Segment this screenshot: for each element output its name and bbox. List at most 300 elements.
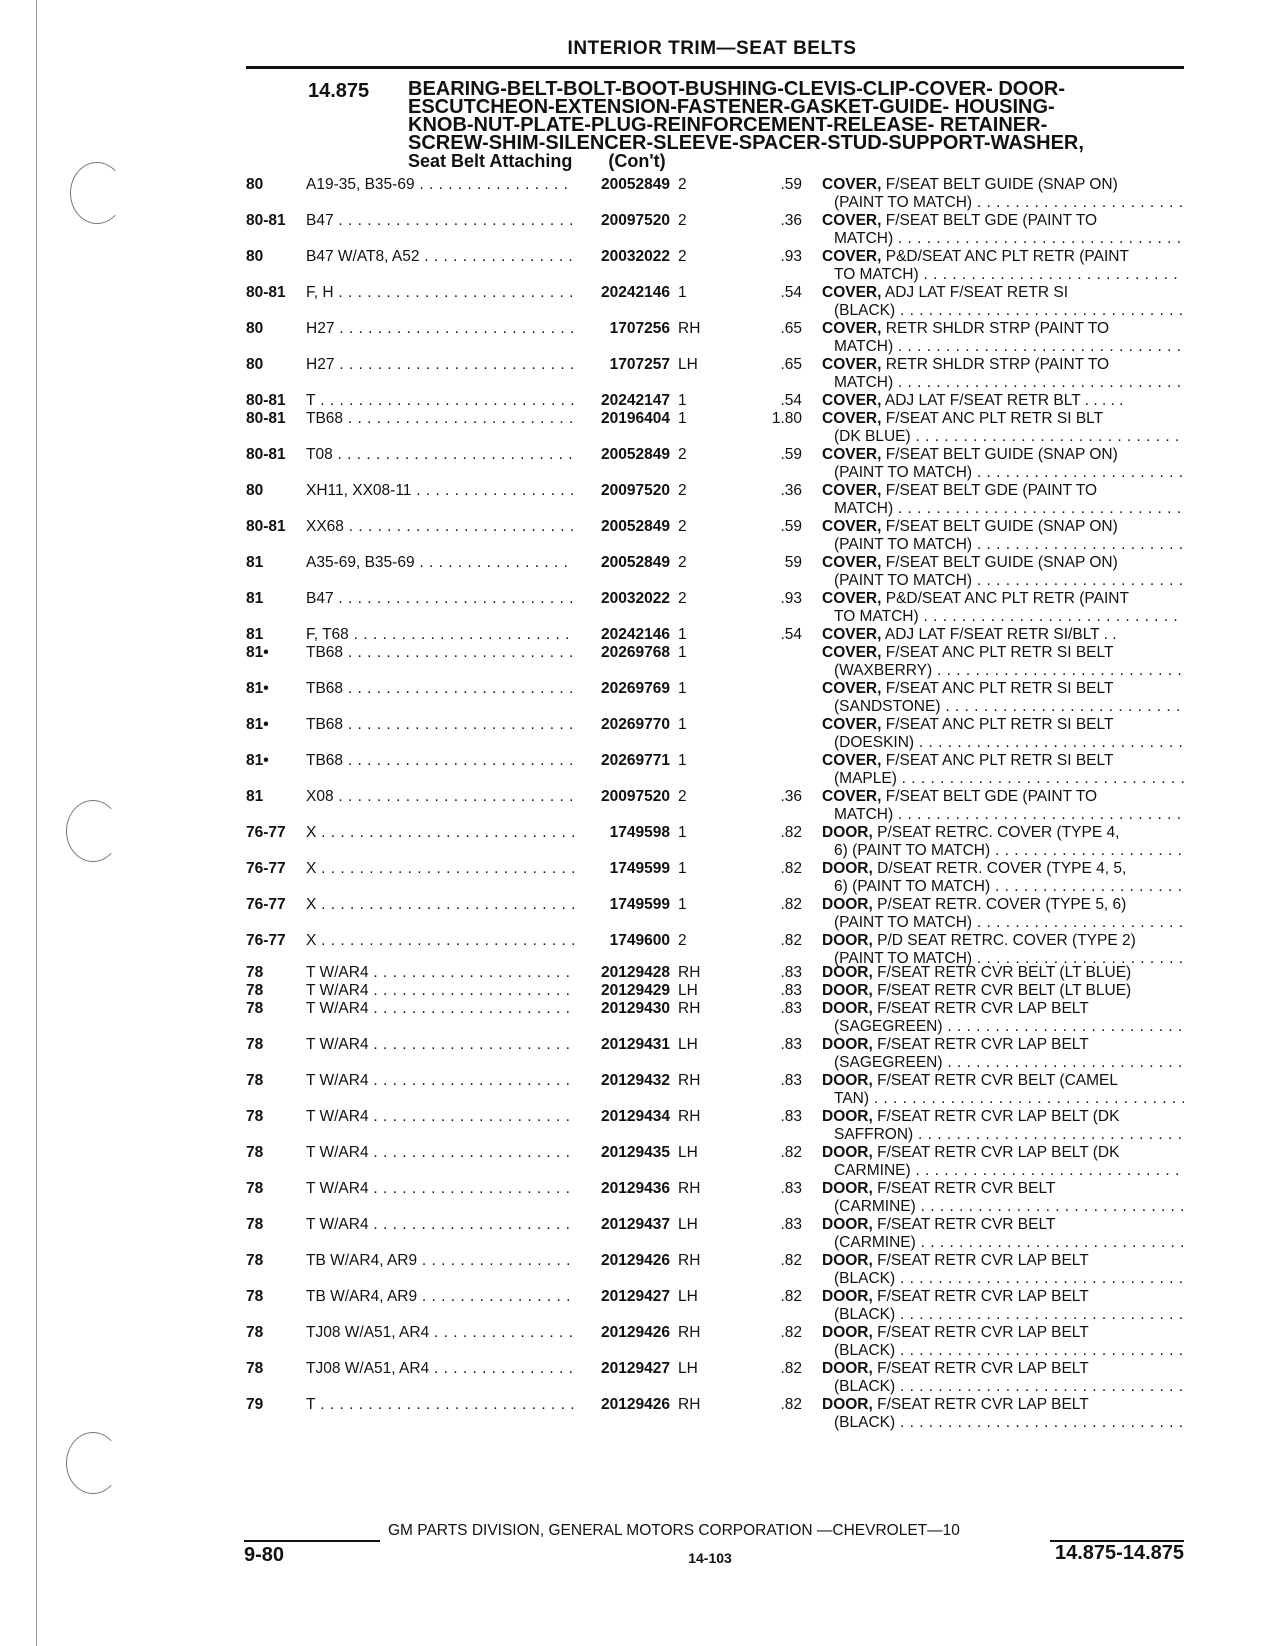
part-number: 1749599 bbox=[609, 896, 670, 913]
model-year: 81• bbox=[246, 716, 269, 733]
model-year: 81 bbox=[246, 590, 264, 607]
part-category: COVER, bbox=[822, 356, 882, 373]
model-year: 78 bbox=[246, 1288, 264, 1305]
quantity: 2 bbox=[678, 590, 687, 607]
part-number: 20129430 bbox=[601, 1000, 670, 1017]
parts-row bbox=[0, 554, 1280, 590]
model-code: XX68 . . . bbox=[306, 518, 574, 536]
description-line bbox=[822, 590, 1184, 608]
part-category: COVER, bbox=[822, 554, 882, 571]
description-line bbox=[822, 410, 1184, 428]
quantity: 2 bbox=[678, 554, 687, 571]
model-year: 80 bbox=[246, 176, 264, 193]
part-description bbox=[822, 392, 1184, 410]
model-code: T W/AR4 . . . bbox=[306, 982, 574, 1000]
model-year: 80-81 bbox=[246, 518, 286, 535]
description-text: F/SEAT RETR CVR LAP BELT (DK bbox=[877, 1144, 1120, 1161]
model-code: H27 . . . bbox=[306, 320, 574, 338]
description-line bbox=[822, 284, 1184, 302]
parts-row bbox=[0, 1360, 1280, 1396]
part-number: 20129428 bbox=[601, 964, 670, 981]
part-category: COVER, bbox=[822, 392, 882, 409]
description-continuation: TAN) . . . bbox=[822, 1090, 1184, 1108]
description-continuation: (DK BLUE) . . . bbox=[822, 428, 1184, 446]
section-heading-line: KNOB-NUT-PLATE-PLUG-REINFORCEMENT-RELEASE- RETAINER- bbox=[408, 114, 1048, 136]
parts-row bbox=[0, 752, 1280, 788]
description-line bbox=[822, 788, 1184, 806]
part-description bbox=[822, 1324, 1184, 1360]
model-code: T W/AR4 . . . bbox=[306, 1180, 574, 1198]
description-continuation: (PAINT TO MATCH) . . . bbox=[822, 950, 1184, 968]
part-description bbox=[822, 284, 1184, 320]
part-description bbox=[822, 982, 1184, 1000]
part-category: DOOR, bbox=[822, 860, 873, 877]
parts-row bbox=[0, 1000, 1280, 1036]
part-number: 1749600 bbox=[609, 932, 670, 949]
part-category: DOOR, bbox=[822, 1144, 873, 1161]
part-category: DOOR, bbox=[822, 1216, 873, 1233]
part-number: 20097520 bbox=[601, 482, 670, 499]
part-category: DOOR, bbox=[822, 1180, 873, 1197]
part-number: 20242146 bbox=[601, 284, 670, 301]
parts-row bbox=[0, 824, 1280, 860]
model-year: 81 bbox=[246, 626, 264, 643]
quantity: LH bbox=[678, 1360, 698, 1377]
description-line bbox=[822, 1288, 1184, 1306]
description-continuation: TO MATCH) . . . bbox=[822, 266, 1184, 284]
price: .54 bbox=[780, 626, 802, 643]
description-continuation: (BLACK) . . . bbox=[822, 1378, 1184, 1396]
model-year: 80 bbox=[246, 356, 264, 373]
description-line bbox=[822, 1072, 1184, 1090]
part-number: 20032022 bbox=[601, 248, 670, 265]
part-category: COVER, bbox=[822, 680, 882, 697]
part-number: 20269768 bbox=[601, 644, 670, 661]
model-code: T08 . . . bbox=[306, 446, 574, 464]
price: .65 bbox=[780, 356, 802, 373]
part-number: 20129435 bbox=[601, 1144, 670, 1161]
description-continuation: (SANDSTONE) . . . bbox=[822, 698, 1184, 716]
description-line bbox=[822, 446, 1184, 464]
description-line bbox=[822, 392, 1184, 410]
description-line bbox=[822, 1252, 1184, 1270]
quantity: 1 bbox=[678, 410, 687, 427]
price: .65 bbox=[780, 320, 802, 337]
model-year: 76-77 bbox=[246, 932, 286, 949]
part-description bbox=[822, 1252, 1184, 1288]
footer-section-range: 14.875-14.875 bbox=[1054, 1542, 1184, 1564]
part-description bbox=[822, 248, 1184, 284]
part-category: COVER, bbox=[822, 644, 882, 661]
description-continuation: (MAPLE) . . . bbox=[822, 770, 1184, 788]
part-number: 20052849 bbox=[601, 554, 670, 571]
model-year: 76-77 bbox=[246, 824, 286, 841]
part-description bbox=[822, 896, 1184, 932]
model-code: T . . . bbox=[306, 392, 574, 410]
price: .83 bbox=[780, 1000, 802, 1017]
quantity: 2 bbox=[678, 932, 687, 949]
description-continuation: MATCH) . . . bbox=[822, 374, 1184, 392]
quantity: 1 bbox=[678, 626, 687, 643]
model-code: TB W/AR4, AR9 . . . bbox=[306, 1252, 574, 1270]
quantity: RH bbox=[678, 1108, 701, 1125]
price: .36 bbox=[780, 482, 802, 499]
description-continuation: (BLACK) . . . bbox=[822, 1414, 1184, 1432]
section-heading-line: SCREW-SHIM-SILENCER-SLEEVE-SPACER-STUD-SUPPORT-WASHER, bbox=[408, 132, 1084, 154]
description-text: F/SEAT RETR CVR LAP BELT bbox=[877, 1360, 1089, 1377]
quantity: LH bbox=[678, 1144, 698, 1161]
description-text: F/SEAT RETR CVR BELT (LT BLUE) bbox=[877, 964, 1132, 981]
description-continuation: (PAINT TO MATCH) . . . bbox=[822, 572, 1184, 590]
parts-row bbox=[0, 1144, 1280, 1180]
quantity: 2 bbox=[678, 176, 687, 193]
model-year: 78 bbox=[246, 1144, 264, 1161]
model-year: 78 bbox=[246, 1324, 264, 1341]
model-year: 81 bbox=[246, 554, 264, 571]
model-year: 79 bbox=[246, 1396, 264, 1413]
model-code: T W/AR4 . . . bbox=[306, 1072, 574, 1090]
price: .82 bbox=[780, 1252, 802, 1269]
description-line bbox=[822, 1036, 1184, 1054]
model-code: B47 . . . bbox=[306, 212, 574, 230]
part-category: DOOR, bbox=[822, 1108, 873, 1125]
quantity: 1 bbox=[678, 896, 687, 913]
description-text: F/SEAT ANC PLT RETR SI BELT bbox=[885, 680, 1114, 697]
description-text: F/SEAT BELT GUIDE (SNAP ON) bbox=[885, 554, 1118, 571]
description-line bbox=[822, 1324, 1184, 1342]
model-code: T W/AR4 . . . bbox=[306, 1000, 574, 1018]
parts-row bbox=[0, 1108, 1280, 1144]
model-code: TB68 . . . bbox=[306, 644, 574, 662]
price: .83 bbox=[780, 1216, 802, 1233]
part-category: DOOR, bbox=[822, 1324, 873, 1341]
model-year: 78 bbox=[246, 982, 264, 999]
part-number: 20097520 bbox=[601, 212, 670, 229]
part-description bbox=[822, 212, 1184, 248]
parts-row bbox=[0, 1036, 1280, 1072]
parts-row bbox=[0, 788, 1280, 824]
part-number: 1707257 bbox=[609, 356, 670, 373]
description-continuation: MATCH) . . . bbox=[822, 230, 1184, 248]
description-continuation: (BLACK) . . . bbox=[822, 302, 1184, 320]
description-text: F/SEAT RETR CVR LAP BELT (DK bbox=[877, 1108, 1120, 1125]
part-category: COVER, bbox=[822, 320, 882, 337]
model-year: 80-81 bbox=[246, 212, 286, 229]
part-category: DOOR, bbox=[822, 1396, 873, 1413]
model-year: 78 bbox=[246, 1072, 264, 1089]
model-year: 78 bbox=[246, 1180, 264, 1197]
part-category: COVER, bbox=[822, 446, 882, 463]
price: .36 bbox=[780, 212, 802, 229]
description-line bbox=[822, 248, 1184, 266]
part-category: COVER, bbox=[822, 212, 882, 229]
model-code: TB68 . . . bbox=[306, 680, 574, 698]
quantity: 2 bbox=[678, 446, 687, 463]
description-line bbox=[822, 982, 1184, 1000]
description-text: F/SEAT BELT GUIDE (SNAP ON) bbox=[885, 176, 1118, 193]
price: .82 bbox=[780, 932, 802, 949]
part-number: 20129436 bbox=[601, 1180, 670, 1197]
part-category: COVER, bbox=[822, 626, 882, 643]
part-description bbox=[822, 482, 1184, 518]
part-number: 20129437 bbox=[601, 1216, 670, 1233]
description-text: F/SEAT RETR CVR LAP BELT bbox=[877, 1000, 1089, 1017]
description-continuation: (DOESKIN) . . . bbox=[822, 734, 1184, 752]
quantity: RH bbox=[678, 1000, 701, 1017]
part-description bbox=[822, 1288, 1184, 1324]
price: .54 bbox=[780, 284, 802, 301]
description-line bbox=[822, 554, 1184, 572]
parts-row bbox=[0, 1072, 1280, 1108]
model-year: 80-81 bbox=[246, 392, 286, 409]
part-category: DOOR, bbox=[822, 896, 873, 913]
description-text: F/SEAT BELT GDE (PAINT TO bbox=[885, 788, 1098, 805]
price: .82 bbox=[780, 1288, 802, 1305]
description-text: F/SEAT RETR CVR BELT (CAMEL bbox=[877, 1072, 1118, 1089]
model-code: TB W/AR4, AR9 . . . bbox=[306, 1288, 574, 1306]
model-code: T W/AR4 . . . bbox=[306, 1036, 574, 1054]
description-line bbox=[822, 212, 1184, 230]
model-code: A35-69, B35-69 . . . bbox=[306, 554, 574, 572]
section-subtitle: Seat Belt Attaching bbox=[408, 151, 573, 171]
part-description bbox=[822, 1144, 1184, 1180]
quantity: RH bbox=[678, 1180, 701, 1197]
quantity: RH bbox=[678, 1324, 701, 1341]
price: .82 bbox=[780, 824, 802, 841]
description-line bbox=[822, 626, 1184, 644]
parts-row bbox=[0, 1216, 1280, 1252]
price: .93 bbox=[780, 590, 802, 607]
part-description bbox=[822, 824, 1184, 860]
part-description bbox=[822, 356, 1184, 392]
model-code: TB68 . . . bbox=[306, 410, 574, 428]
description-line bbox=[822, 716, 1184, 734]
model-year: 78 bbox=[246, 1108, 264, 1125]
price: .93 bbox=[780, 248, 802, 265]
model-code: X . . . bbox=[306, 932, 574, 950]
model-year: 81• bbox=[246, 644, 269, 661]
section-heading-line: ESCUTCHEON-EXTENSION-FASTENER-GASKET-GUIDE- HOUSING- bbox=[408, 96, 1055, 118]
part-category: COVER, bbox=[822, 176, 882, 193]
quantity: RH bbox=[678, 1252, 701, 1269]
description-continuation: TO MATCH) . . . bbox=[822, 608, 1184, 626]
price: 1.80 bbox=[771, 410, 802, 427]
quantity: RH bbox=[678, 964, 701, 981]
description-continuation: CARMINE) . . . bbox=[822, 1162, 1184, 1180]
description-continuation: (SAGEGREEN) . . . bbox=[822, 1054, 1184, 1072]
part-description bbox=[822, 680, 1184, 716]
part-description bbox=[822, 1216, 1184, 1252]
part-number: 1707256 bbox=[609, 320, 670, 337]
model-year: 81• bbox=[246, 680, 269, 697]
model-code: B47 W/AT8, A52 . . . bbox=[306, 248, 574, 266]
quantity: 1 bbox=[678, 824, 687, 841]
part-number: 20129429 bbox=[601, 982, 670, 999]
description-text: P/D SEAT RETRC. COVER (TYPE 2) bbox=[877, 932, 1136, 949]
price: .59 bbox=[780, 176, 802, 193]
parts-row bbox=[0, 284, 1280, 320]
part-description bbox=[822, 410, 1184, 446]
quantity: 2 bbox=[678, 482, 687, 499]
description-continuation: MATCH) . . . bbox=[822, 500, 1184, 518]
model-year: 80-81 bbox=[246, 446, 286, 463]
quantity: 1 bbox=[678, 716, 687, 733]
part-number: 20129427 bbox=[601, 1360, 670, 1377]
part-description bbox=[822, 590, 1184, 626]
continued-label: (Con't) bbox=[608, 151, 666, 171]
model-code: TB68 . . . bbox=[306, 752, 574, 770]
description-line bbox=[822, 964, 1184, 982]
part-description bbox=[822, 1036, 1184, 1072]
description-text: F/SEAT RETR CVR LAP BELT bbox=[877, 1396, 1089, 1413]
description-text: F/SEAT ANC PLT RETR SI BELT bbox=[885, 644, 1114, 661]
parts-row bbox=[0, 1180, 1280, 1216]
description-text: F/SEAT RETR CVR LAP BELT bbox=[877, 1252, 1089, 1269]
quantity: LH bbox=[678, 1036, 698, 1053]
description-text: F/SEAT BELT GUIDE (SNAP ON) bbox=[885, 518, 1118, 535]
model-code: X . . . bbox=[306, 824, 574, 842]
price: .82 bbox=[780, 1324, 802, 1341]
model-code: XH11, XX08-11 . . . bbox=[306, 482, 574, 500]
parts-row bbox=[0, 518, 1280, 554]
description-continuation: (BLACK) . . . bbox=[822, 1270, 1184, 1288]
part-description bbox=[822, 964, 1184, 982]
quantity: 1 bbox=[678, 752, 687, 769]
part-category: COVER, bbox=[822, 482, 882, 499]
part-category: DOOR, bbox=[822, 1072, 873, 1089]
part-number: 20052849 bbox=[601, 518, 670, 535]
description-text: F/SEAT RETR CVR BELT bbox=[877, 1180, 1056, 1197]
quantity: 1 bbox=[678, 860, 687, 877]
price: .82 bbox=[780, 896, 802, 913]
quantity: LH bbox=[678, 982, 698, 999]
parts-row bbox=[0, 932, 1280, 968]
description-text: ADJ LAT F/SEAT RETR SI/BLT . . bbox=[884, 626, 1117, 643]
description-continuation: (PAINT TO MATCH) . . . bbox=[822, 914, 1184, 932]
price: .59 bbox=[780, 518, 802, 535]
description-text: F/SEAT ANC PLT RETR SI BELT bbox=[885, 716, 1114, 733]
part-category: COVER, bbox=[822, 410, 882, 427]
quantity: LH bbox=[678, 1216, 698, 1233]
description-line bbox=[822, 356, 1184, 374]
part-category: DOOR, bbox=[822, 964, 873, 981]
description-line bbox=[822, 896, 1184, 914]
model-code: X . . . bbox=[306, 860, 574, 878]
model-code: H27 . . . bbox=[306, 356, 574, 374]
part-category: COVER, bbox=[822, 752, 882, 769]
part-description bbox=[822, 752, 1184, 788]
description-text: F/SEAT ANC PLT RETR SI BELT bbox=[885, 752, 1114, 769]
part-description bbox=[822, 860, 1184, 896]
description-text: F/SEAT RETR CVR LAP BELT bbox=[877, 1036, 1089, 1053]
quantity: LH bbox=[678, 356, 698, 373]
description-continuation: MATCH) . . . bbox=[822, 806, 1184, 824]
model-year: 80-81 bbox=[246, 410, 286, 427]
section-heading-line: BEARING-BELT-BOLT-BOOT-BUSHING-CLEVIS-CLIP-COVER- DOOR- bbox=[408, 78, 1066, 100]
description-line bbox=[822, 644, 1184, 662]
part-category: COVER, bbox=[822, 518, 882, 535]
footer-page-number: 14-103 bbox=[688, 1550, 732, 1566]
description-text: F/SEAT RETR CVR BELT bbox=[877, 1216, 1056, 1233]
model-code: T W/AR4 . . . bbox=[306, 1144, 574, 1162]
part-number: 1749599 bbox=[609, 860, 670, 877]
description-text: RETR SHLDR STRP (PAINT TO bbox=[885, 356, 1110, 373]
description-continuation: (BLACK) . . . bbox=[822, 1306, 1184, 1324]
part-number: 20242146 bbox=[601, 626, 670, 643]
description-line bbox=[822, 1216, 1184, 1234]
description-text: ADJ LAT F/SEAT RETR SI bbox=[884, 284, 1069, 301]
price: .83 bbox=[780, 1036, 802, 1053]
description-line bbox=[822, 1108, 1184, 1126]
description-continuation: (PAINT TO MATCH) . . . bbox=[822, 536, 1184, 554]
parts-row bbox=[0, 212, 1280, 248]
footer-rule bbox=[244, 1540, 380, 1542]
parts-row bbox=[0, 1252, 1280, 1288]
description-text: D/SEAT RETR. COVER (TYPE 4, 5, bbox=[877, 860, 1127, 877]
parts-row bbox=[0, 410, 1280, 446]
part-number: 20129426 bbox=[601, 1324, 670, 1341]
part-category: DOOR, bbox=[822, 1000, 873, 1017]
part-description bbox=[822, 788, 1184, 824]
part-number: 20052849 bbox=[601, 446, 670, 463]
description-text: F/SEAT BELT GUIDE (SNAP ON) bbox=[885, 446, 1118, 463]
parts-row bbox=[0, 446, 1280, 482]
description-line bbox=[822, 518, 1184, 536]
part-category: DOOR, bbox=[822, 824, 873, 841]
model-code: TJ08 W/A51, AR4 . . . bbox=[306, 1324, 574, 1342]
part-category: COVER, bbox=[822, 248, 882, 265]
description-continuation: (SAGEGREEN) . . . bbox=[822, 1018, 1184, 1036]
part-description bbox=[822, 446, 1184, 482]
part-description bbox=[822, 626, 1184, 644]
description-line bbox=[822, 752, 1184, 770]
part-category: DOOR, bbox=[822, 1360, 873, 1377]
quantity: 1 bbox=[678, 644, 687, 661]
description-continuation: SAFFRON) . . . bbox=[822, 1126, 1184, 1144]
description-continuation: (CARMINE) . . . bbox=[822, 1198, 1184, 1216]
description-text: P/SEAT RETR. COVER (TYPE 5, 6) bbox=[877, 896, 1127, 913]
part-number: 20129432 bbox=[601, 1072, 670, 1089]
parts-row bbox=[0, 1324, 1280, 1360]
price: .83 bbox=[780, 1108, 802, 1125]
description-text: ADJ LAT F/SEAT RETR BLT . . . . . bbox=[884, 392, 1124, 409]
part-category: COVER, bbox=[822, 590, 882, 607]
part-number: 20269771 bbox=[601, 752, 670, 769]
description-line bbox=[822, 176, 1184, 194]
model-year: 80 bbox=[246, 482, 264, 499]
model-year: 80 bbox=[246, 248, 264, 265]
quantity: RH bbox=[678, 1396, 701, 1413]
description-text: F/SEAT ANC PLT RETR SI BLT bbox=[885, 410, 1104, 427]
price: .36 bbox=[780, 788, 802, 805]
quantity: 2 bbox=[678, 518, 687, 535]
page-title: INTERIOR TRIM—SEAT BELTS bbox=[567, 38, 857, 59]
description-continuation: (CARMINE) . . . bbox=[822, 1234, 1184, 1252]
description-text: F/SEAT RETR CVR BELT (LT BLUE) bbox=[877, 982, 1132, 999]
part-description bbox=[822, 176, 1184, 212]
part-category: DOOR, bbox=[822, 1252, 873, 1269]
description-continuation: 6) (PAINT TO MATCH) . . . bbox=[822, 842, 1184, 860]
price: .54 bbox=[780, 392, 802, 409]
price: .82 bbox=[780, 1396, 802, 1413]
model-code: TB68 . . . bbox=[306, 716, 574, 734]
description-line bbox=[822, 860, 1184, 878]
price: .83 bbox=[780, 982, 802, 999]
model-year: 80-81 bbox=[246, 284, 286, 301]
description-continuation: MATCH) . . . bbox=[822, 338, 1184, 356]
parts-row bbox=[0, 860, 1280, 896]
quantity: 1 bbox=[678, 284, 687, 301]
